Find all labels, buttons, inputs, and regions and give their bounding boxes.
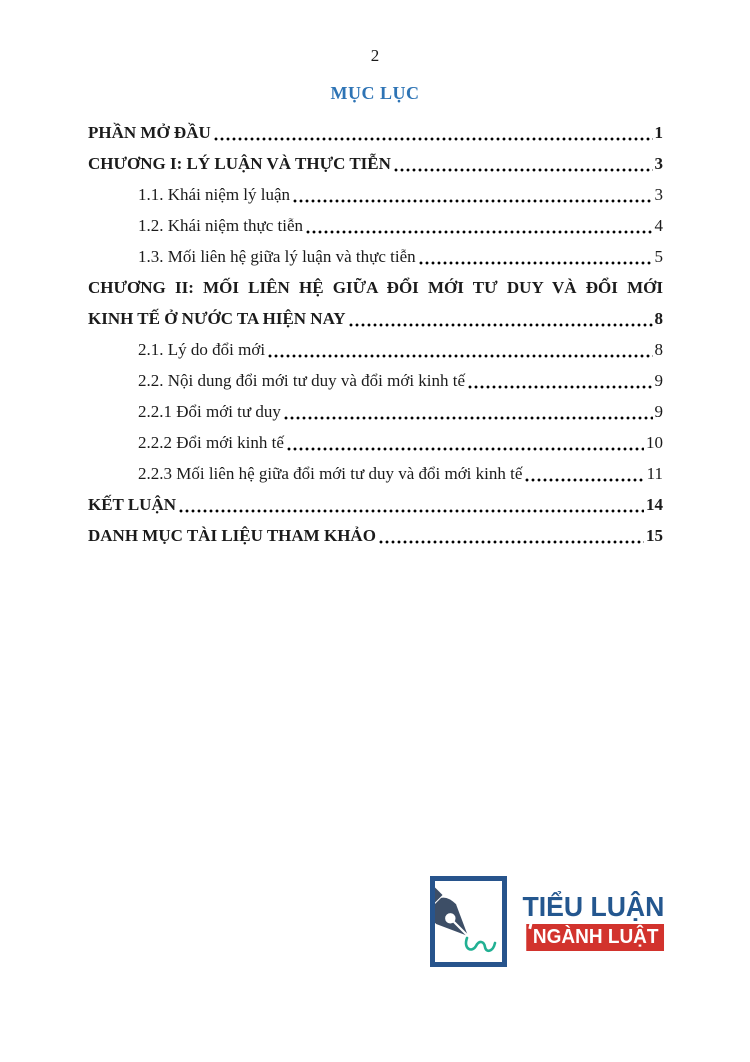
toc-entry-2-2[interactable]	[88, 365, 663, 396]
toc-title: MỤC LỤC	[330, 83, 420, 103]
dot-leader	[394, 167, 653, 173]
toc-entry-page: 14	[646, 495, 663, 514]
toc-entry-page: 10	[646, 433, 663, 452]
logo-subtitle: NGÀNH LUẬT	[526, 924, 664, 951]
toc-entry-label: 2.2.2 Đổi mới kinh tế	[138, 433, 284, 452]
toc-entry-page: 5	[654, 247, 663, 266]
toc-entry-2-2-1[interactable]	[88, 396, 663, 427]
dot-leader	[179, 508, 644, 514]
dot-leader	[214, 136, 653, 142]
toc-entry-1-1[interactable]	[88, 179, 663, 210]
dot-leader	[284, 415, 653, 421]
toc-entry-label: 2.2.1 Đổi mới tư duy	[138, 402, 281, 421]
toc-entry-page: 11	[646, 464, 663, 483]
toc-entry-page: 15	[646, 526, 663, 545]
toc-entry-danh-muc[interactable]	[88, 520, 663, 551]
toc-entry-label: KẾT LUẬN	[88, 495, 177, 514]
toc-entry-page: 9	[654, 402, 663, 421]
toc-entry-page: 4	[654, 216, 663, 235]
toc-entry-label: CHƯƠNG I: LÝ LUẬN VÀ THỰC TIỄN	[88, 154, 391, 173]
logo-title: TIỂU LUẬN	[522, 891, 664, 922]
toc-entry-2-1[interactable]	[88, 334, 663, 365]
logo-text	[515, 892, 664, 951]
dot-leader	[268, 353, 652, 359]
toc-entry-label-line1: CHƯƠNG II: MỐI LIÊN HỆ GIỮA ĐỔI MỚI TƯ DUY VÀ ĐỔI MỚI	[88, 278, 663, 297]
toc-entry-label: 1.1. Khái niệm lý luận	[138, 185, 291, 204]
toc-entry-label-line2: KINH TẾ Ở NƯỚC TA HIỆN NAY	[88, 309, 346, 328]
toc-entry-label: 1.2. Khái niệm thực tiễn	[138, 216, 304, 235]
dot-leader	[468, 384, 652, 390]
toc-entry-label: PHẦN MỞ ĐẦU	[88, 123, 211, 142]
dot-leader	[287, 446, 644, 452]
tieu-luan-nganh-luat-logo	[430, 876, 664, 967]
toc-entry-1-3[interactable]	[88, 241, 663, 272]
toc-entry-chuong-1[interactable]	[88, 148, 663, 179]
toc-entry-1-2[interactable]	[88, 210, 663, 241]
toc-entry-page: 8	[654, 340, 663, 359]
toc-entry-label: 1.3. Mối liên hệ giữa lý luận và thực tiễn	[138, 247, 416, 266]
toc-entry-page: 8	[654, 309, 663, 328]
toc-entry-label: DANH MỤC TÀI LIỆU THAM KHẢO	[88, 526, 376, 545]
toc-entry-label: 2.2.3 Mối liên hệ giữa đổi mới tư duy và đổi mới kinh tế	[138, 464, 523, 483]
toc-entry-2-2-3[interactable]	[88, 458, 663, 489]
dot-leader	[419, 260, 653, 266]
toc-entry-page: 3	[654, 154, 663, 173]
toc-entry-page: 3	[654, 185, 663, 204]
page-number: 2	[370, 46, 380, 65]
dot-leader	[379, 539, 644, 545]
toc-entry-2-2-2[interactable]	[88, 427, 663, 458]
toc-entry-phan-mo-dau[interactable]	[88, 117, 663, 148]
toc-entry-label: 2.1. Lý do đổi mới	[138, 340, 266, 359]
toc-entry-page: 9	[654, 371, 663, 390]
dot-leader	[525, 477, 644, 483]
fountain-pen-icon	[430, 876, 507, 967]
table-of-contents	[88, 117, 663, 551]
toc-entry-page: 1	[654, 123, 663, 142]
dot-leader	[293, 198, 652, 204]
toc-entry-chuong-2[interactable]	[88, 272, 663, 334]
toc-entry-ket-luan[interactable]	[88, 489, 663, 520]
dot-leader	[349, 322, 653, 328]
toc-entry-label: 2.2. Nội dung đổi mới tư duy và đổi mới kinh tế	[138, 371, 466, 390]
dot-leader	[306, 229, 652, 235]
